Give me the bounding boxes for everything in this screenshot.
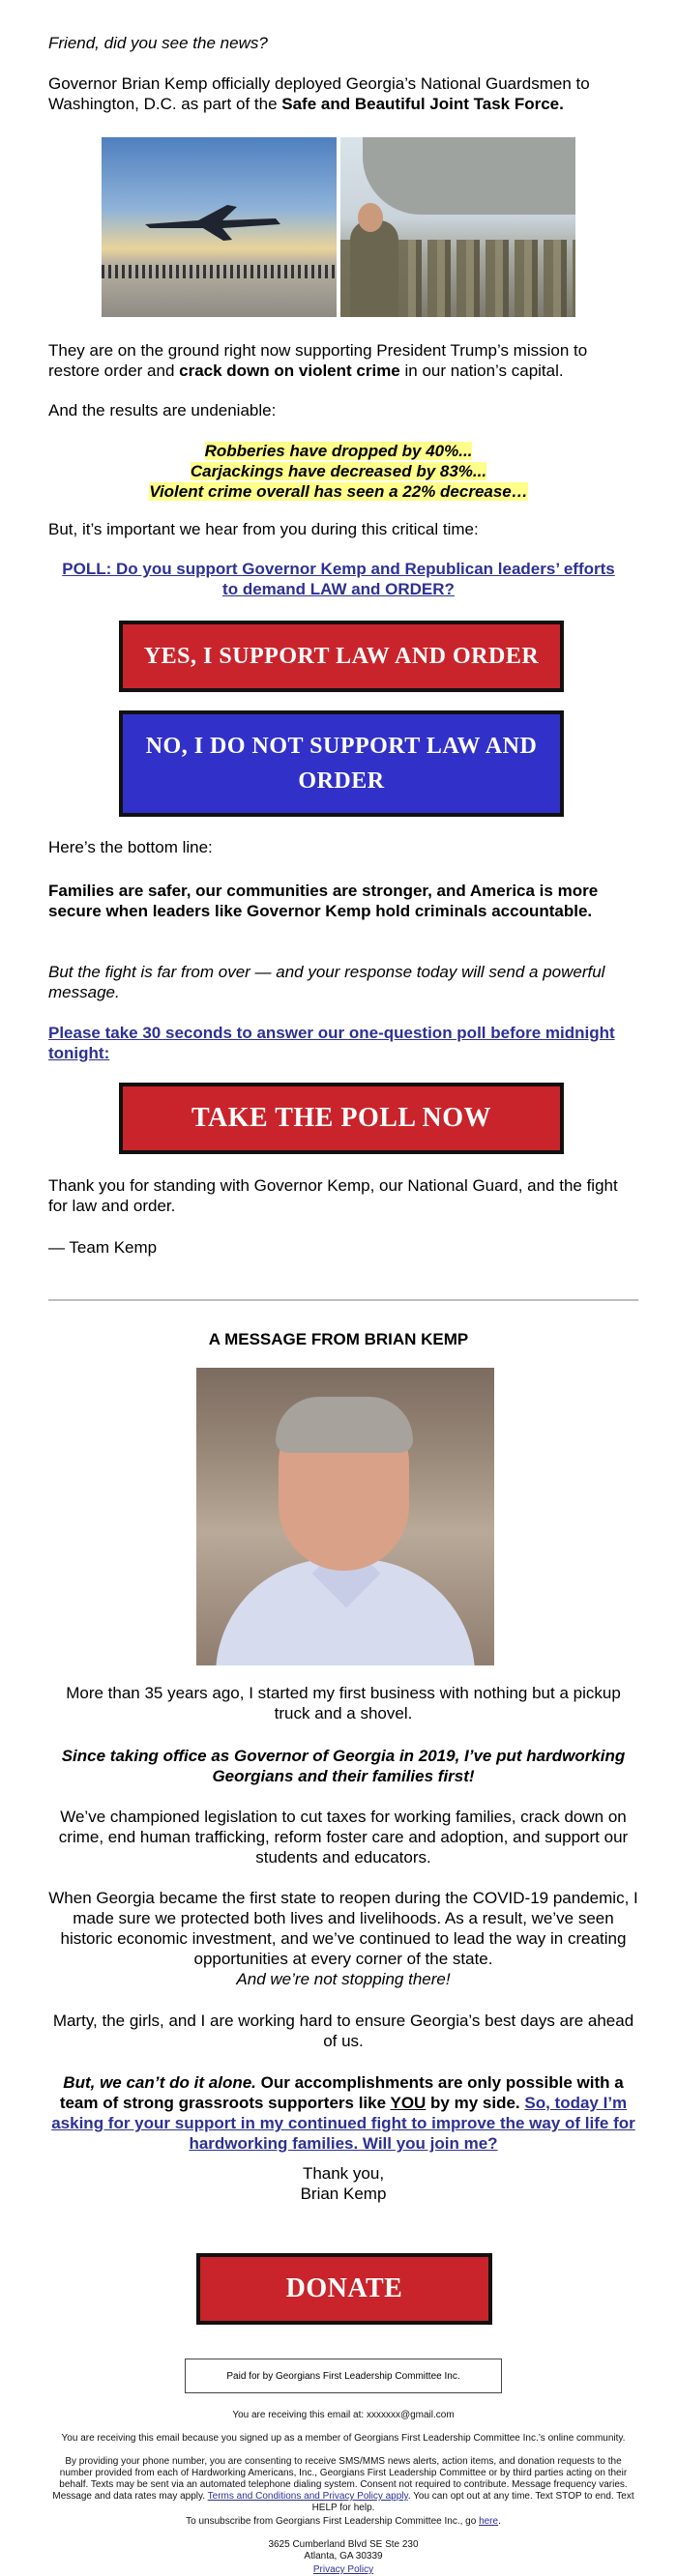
- stat-violent-crime: Violent crime overall has seen a 22% decrease…: [149, 482, 528, 501]
- sms-consent: [48, 2456, 638, 2514]
- family-paragraph: Marty, the girls, and I are working hard to ensure Georgia’s best days are ahead of us.: [52, 2012, 634, 2050]
- address-line2: Atlanta, GA 30339: [304, 2551, 383, 2562]
- support-emphasis: crack down on violent crime: [179, 362, 400, 380]
- section-divider: [48, 1299, 638, 1301]
- take-poll-link[interactable]: Please take 30 seconds to answer our one-question poll before midnight tonight:: [48, 1024, 615, 1062]
- received-at: You are receiving this email at: xxxxxxx@gmail.com: [232, 2410, 455, 2420]
- task-force-name: Safe and Beautiful Joint Task Force.: [281, 95, 564, 113]
- privacy-policy-link[interactable]: Privacy Policy: [312, 2564, 374, 2575]
- terms-link[interactable]: Terms and Conditions and Privacy Policy apply: [207, 2491, 408, 2502]
- consent-text-end: . You can opt out at any time. Text STOP to end. Text HELP for help.: [311, 2491, 634, 2513]
- deploy-paragraph: [48, 73, 629, 114]
- crime-stats: [0, 441, 677, 502]
- troops-line: [102, 265, 337, 278]
- thanks-paragraph: Thank you for standing with Governor Kemp, our National Guard, and the fight for law and order.: [48, 1176, 618, 1215]
- ask-paragraph: [48, 2072, 638, 2154]
- yes-support-button[interactable]: YES, I SUPPORT LAW AND ORDER: [119, 621, 564, 692]
- no-support-button[interactable]: NO, I DO NOT SUPPORT LAW AND ORDER: [119, 710, 564, 817]
- guard-photos: [102, 137, 575, 317]
- support-paragraph: [48, 340, 638, 381]
- support-text: They are on the ground right now supporting President Trump’s mission to restore order and: [48, 341, 588, 380]
- portrait-hair: [276, 1397, 413, 1453]
- greeting: Friend, did you see the news?: [48, 34, 268, 52]
- cant-do-alone: But, we can’t do it alone.: [63, 2073, 256, 2092]
- bottom-line: Here’s the bottom line:: [48, 838, 213, 856]
- unsubscribe-line: [48, 2516, 638, 2528]
- donate-button[interactable]: DONATE: [196, 2253, 492, 2325]
- poll-question-link[interactable]: POLL: Do you support Governor Kemp and Republican leaders’ efforts to demand LAW and ORDER?: [62, 560, 615, 598]
- deploy-text: Governor Brian Kemp officially deployed Georgia’s National Guardsmen to Washington, D.C. as part of the: [48, 74, 590, 113]
- join-me-link[interactable]: So, today I’m asking for your support in my continued fight to improve the way of life for hardworking families. Will you join me?: [51, 2094, 635, 2153]
- first-business-paragraph: More than 35 years ago, I started my first business with nothing but a pickup truck and a shovel.: [66, 1684, 621, 1722]
- unsubscribe-period: .: [498, 2516, 501, 2527]
- address-line1: 3625 Cumberland Blvd SE Ste 230: [268, 2539, 419, 2550]
- soldier-body: [350, 220, 398, 317]
- by-my-side: by my side.: [426, 2094, 525, 2112]
- thank-you-text: Thank you,: [302, 2164, 385, 2183]
- families-paragraph: Families are safer, our communities are stronger, and America is more secure when leaders like Governor Kemp hold criminals accountable.: [48, 882, 599, 920]
- take-poll-button[interactable]: TAKE THE POLL NOW: [119, 1083, 564, 1154]
- stat-robberies: Robberies have dropped by 40%...: [204, 442, 473, 460]
- paid-for-box: Paid for by Georgians First Leadership Committee Inc.: [185, 2359, 502, 2393]
- message-title: A MESSAGE FROM BRIAN KEMP: [208, 1330, 469, 1348]
- not-stopping-line: And we’re not stopping there!: [236, 1970, 451, 1988]
- team-signature: — Team Kemp: [48, 1238, 158, 1257]
- results-line: And the results are undeniable:: [48, 401, 277, 420]
- signed-up-notice: You are receiving this email because you signed up as a member of Georgians First Leadership Committee Inc.’s online community.: [61, 2433, 626, 2444]
- troops-photo: [340, 137, 575, 317]
- hear-line: But, it’s important we hear from you during this critical time:: [48, 520, 479, 538]
- fight-paragraph: But the fight is far from over — and your response today will send a powerful message.: [48, 963, 605, 1001]
- unsubscribe-text: To unsubscribe from Georgians First Leadership Committee Inc., go: [186, 2516, 480, 2527]
- support-text-end: in our nation’s capital.: [399, 362, 564, 380]
- consent-text: By providing your phone number, you are consenting to receive SMS/MMS news alerts, action items, and donation requests to the number provided from each of Hardworking Americans, Inc., Georgians First Leadership Committee or by third parties acting on their behalf. Texts may be sent via an automated telephone dialing system. Consent not required to contribute. Message frequency varies. Message and data rates may apply.: [52, 2456, 628, 2502]
- unsubscribe-link[interactable]: here: [479, 2516, 499, 2527]
- privacy-footer: [48, 2564, 638, 2576]
- covid-paragraph: When Georgia became the first state to reopen during the COVID-19 pandemic, I made sure we protected both lives and livelihoods. As a result, we’ve seen historic economic investment, and we’ve continued to lead the way in creating opportunities at every corner of the state.: [48, 1889, 638, 1968]
- stat-carjackings: Carjackings have decreased by 83%...: [190, 462, 487, 480]
- plane-photo: [102, 137, 337, 317]
- soldier-head: [358, 203, 383, 232]
- you-emphasis: YOU: [390, 2094, 427, 2112]
- mailing-address: [48, 2539, 638, 2562]
- grassroots-text: Our accomplishments are only possible with a team of strong grassroots supporters like: [59, 2073, 624, 2112]
- kemp-signature: Brian Kemp: [300, 2185, 387, 2203]
- closing: [48, 2163, 638, 2204]
- since-office-paragraph: Since taking office as Governor of Georgia in 2019, I’ve put hardworking Georgians and their families first!: [61, 1747, 626, 1785]
- legislation-paragraph: We’ve championed legislation to cut taxes for working families, crack down on crime, end human trafficking, reform foster care and adoption, and support our students and educators.: [58, 1808, 629, 1867]
- plane-silhouette: [140, 195, 285, 244]
- plane-fuselage: [363, 137, 575, 215]
- brian-kemp-portrait: [196, 1368, 494, 1665]
